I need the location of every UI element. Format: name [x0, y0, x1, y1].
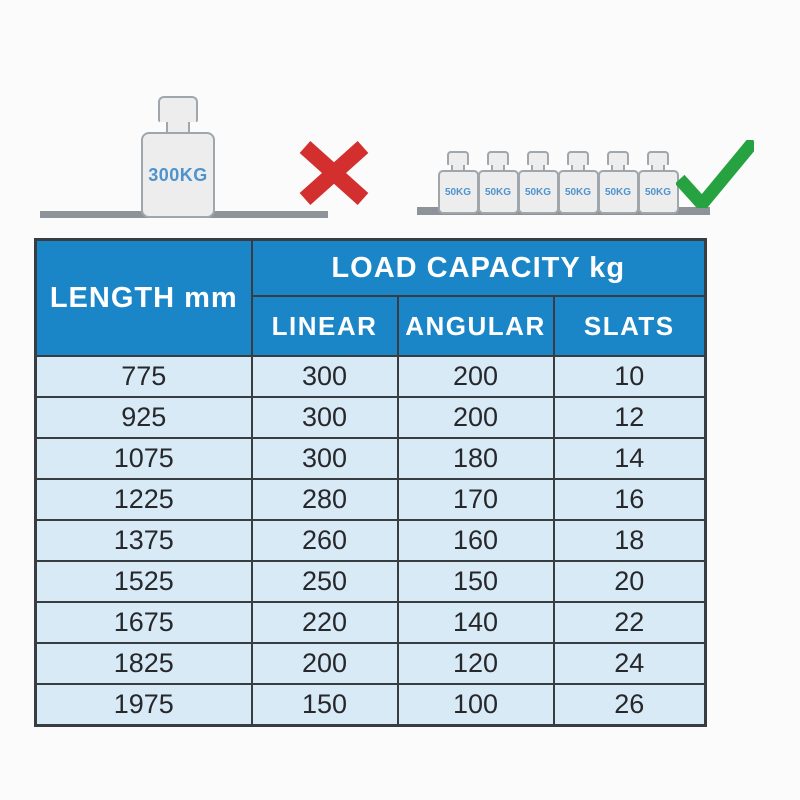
weight-label: 300KG: [148, 164, 208, 185]
table-cell: 1975: [36, 684, 252, 726]
col-header-load-capacity: LOAD CAPACITY kg: [252, 240, 706, 297]
weight-label: 50KG: [524, 186, 552, 198]
weight-body: [598, 170, 639, 214]
table-row: [36, 397, 706, 438]
table-cell: 200: [398, 356, 554, 397]
weight-knob: [527, 151, 549, 165]
weight-body: [438, 170, 479, 214]
weight-knob: [447, 151, 469, 165]
weight-50kg: [638, 151, 678, 214]
table-row: [36, 356, 706, 397]
capacity-table: [34, 238, 707, 727]
table-cell: 22: [554, 602, 706, 643]
header-row-top: [36, 240, 706, 297]
table-cell: 300: [252, 438, 398, 479]
table-row: [36, 561, 706, 602]
table-cell: 260: [252, 520, 398, 561]
table-cell: 16: [554, 479, 706, 520]
table-cell: 925: [36, 397, 252, 438]
weight-label: 50KG: [444, 186, 472, 198]
table-cell: 200: [252, 643, 398, 684]
weight-knob: [647, 151, 669, 165]
table-cell: 150: [252, 684, 398, 726]
table-cell: 1525: [36, 561, 252, 602]
table-cell: 20: [554, 561, 706, 602]
weight-knob: [158, 96, 198, 122]
table-cell: 280: [252, 479, 398, 520]
table-cell: 1825: [36, 643, 252, 684]
weight-label: 50KG: [644, 186, 672, 198]
table-cell: 24: [554, 643, 706, 684]
table-cell: 300: [252, 356, 398, 397]
table-cell: 14: [554, 438, 706, 479]
weight-50kg: [558, 151, 598, 214]
weight-body: [558, 170, 599, 214]
weight-50kg: [518, 151, 558, 214]
check-icon: [676, 140, 754, 208]
table-cell: 220: [252, 602, 398, 643]
weight-body: [638, 170, 679, 214]
weight-body: [518, 170, 559, 214]
weight-label: 50KG: [564, 186, 592, 198]
table-cell: 170: [398, 479, 554, 520]
table-cell: 12: [554, 397, 706, 438]
table-row: [36, 479, 706, 520]
table-cell: 775: [36, 356, 252, 397]
capacity-table-head: [36, 240, 706, 357]
weight-300kg: [141, 96, 215, 218]
table-cell: 18: [554, 520, 706, 561]
table-row: [36, 520, 706, 561]
cross-icon: [296, 138, 372, 208]
table-row: [36, 643, 706, 684]
table-cell: 150: [398, 561, 554, 602]
weight-label: 50KG: [484, 186, 512, 198]
table-cell: 250: [252, 561, 398, 602]
table-cell: 1675: [36, 602, 252, 643]
weight-50kg: [478, 151, 518, 214]
table-cell: 120: [398, 643, 554, 684]
weight-knob: [487, 151, 509, 165]
table-cell: 160: [398, 520, 554, 561]
col-header-length: LENGTH mm: [36, 240, 252, 357]
table-cell: 1075: [36, 438, 252, 479]
table-cell: 300: [252, 397, 398, 438]
weight-label: 50KG: [604, 186, 632, 198]
weight-50kg: [438, 151, 478, 214]
table-cell: 180: [398, 438, 554, 479]
table-cell: 10: [554, 356, 706, 397]
table-cell: 200: [398, 397, 554, 438]
table-cell: 26: [554, 684, 706, 726]
col-header-slats: SLATS: [554, 296, 706, 356]
capacity-table-body: [36, 356, 706, 726]
weight-body: [478, 170, 519, 214]
weight-neck: [166, 122, 190, 132]
weight-body: [141, 132, 215, 218]
table-row: [36, 602, 706, 643]
weight-50kg: [598, 151, 638, 214]
weight-knob: [567, 151, 589, 165]
col-header-linear: LINEAR: [252, 296, 398, 356]
table-cell: 1225: [36, 479, 252, 520]
table-cell: 1375: [36, 520, 252, 561]
table-row: [36, 438, 706, 479]
table-cell: 140: [398, 602, 554, 643]
col-header-angular: ANGULAR: [398, 296, 554, 356]
table-cell: 100: [398, 684, 554, 726]
table-row: [36, 684, 706, 726]
weight-knob: [607, 151, 629, 165]
